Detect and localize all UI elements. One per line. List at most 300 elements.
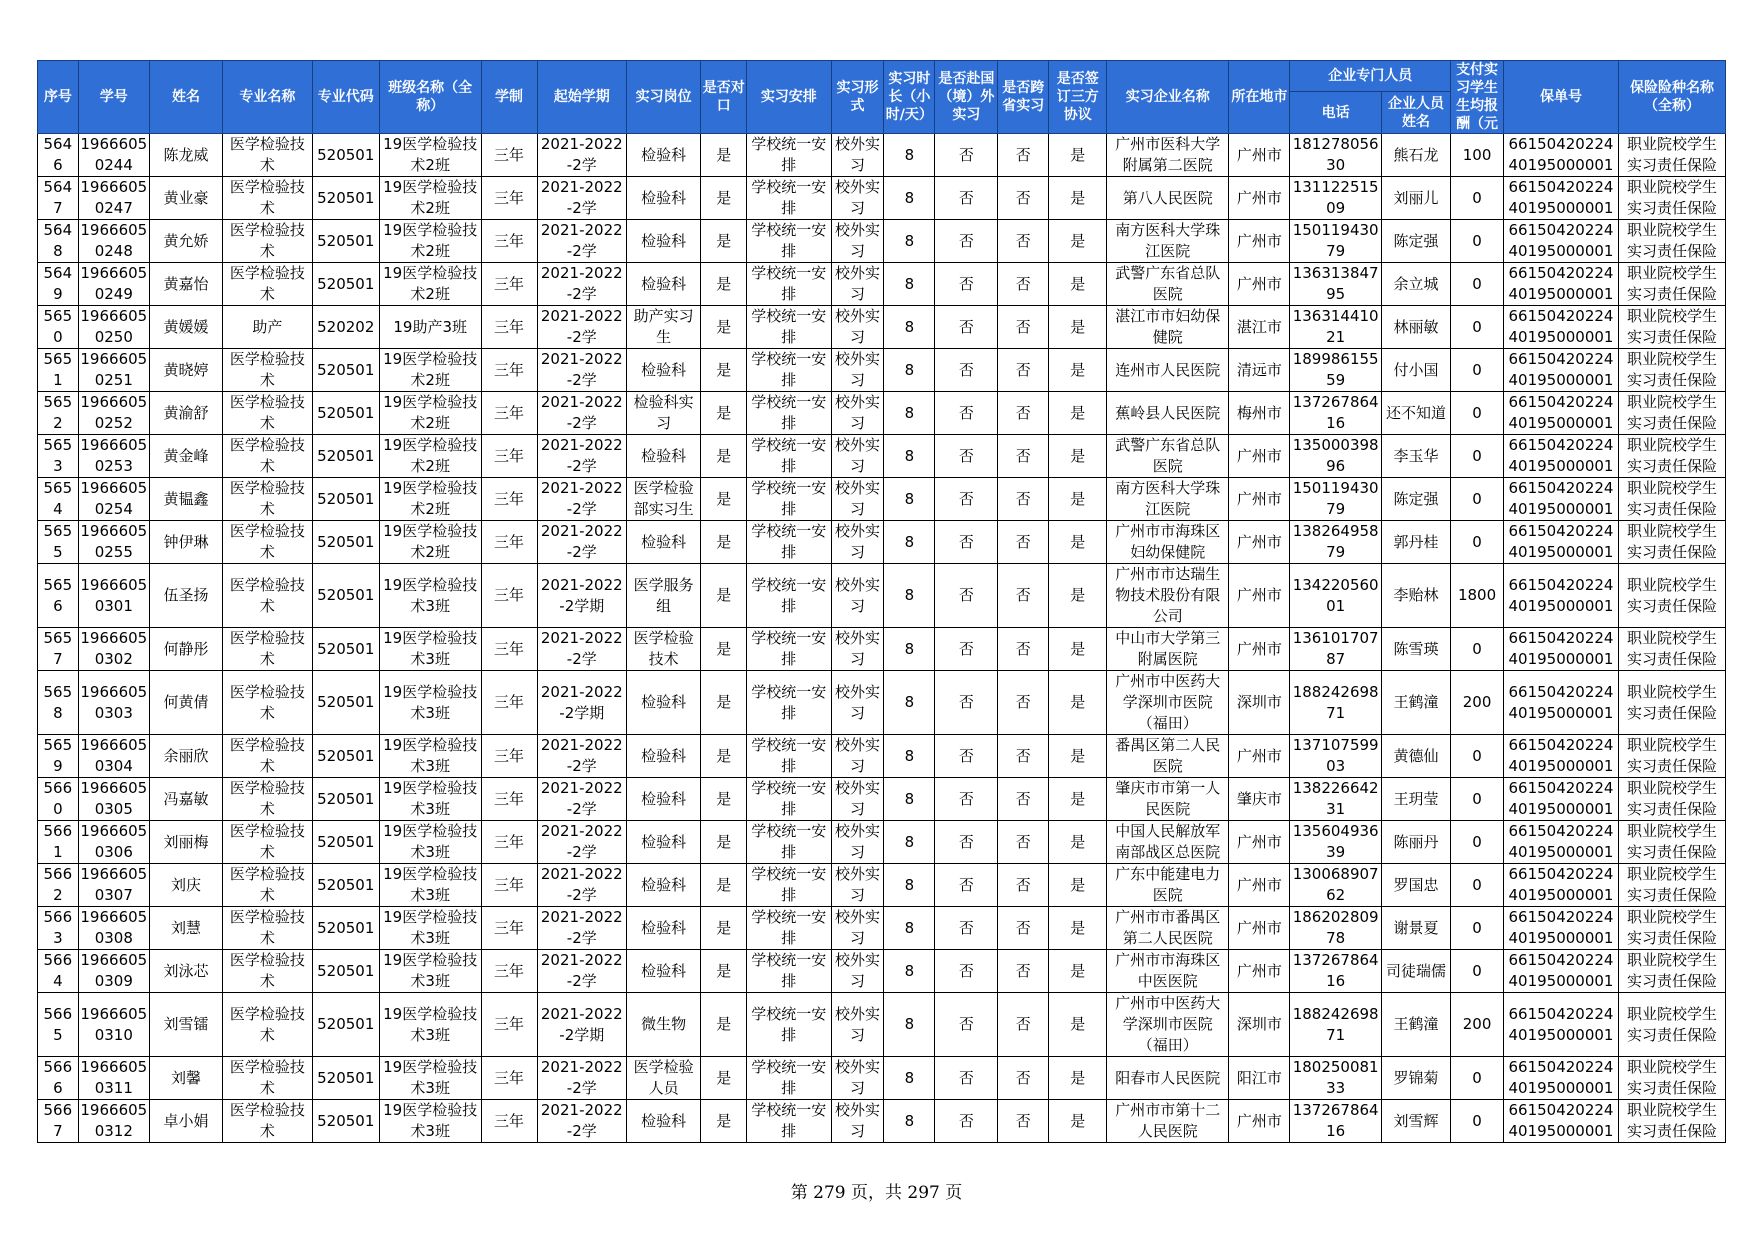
- cell-cross-province: [998, 778, 1049, 821]
- cell-arrangement: [747, 864, 831, 907]
- cell-seq: [38, 1057, 79, 1100]
- cell-city: [1229, 521, 1290, 564]
- cell-major: [223, 1100, 313, 1143]
- cell-post: [627, 564, 701, 628]
- cell-arrangement: [747, 177, 831, 220]
- cell-form-text: 校外实习: [834, 350, 880, 389]
- cell-major: [223, 993, 313, 1057]
- cell-class-name: [379, 177, 481, 220]
- cell-matched-text: 是: [716, 446, 732, 465]
- cell-pay: [1451, 628, 1504, 671]
- cell-major-code: [312, 671, 379, 735]
- cell-policy-text: 6615042022440195000001: [1508, 479, 1614, 518]
- cell-student-id: [78, 628, 149, 671]
- cell-student-id-text: 19666050301: [80, 575, 148, 615]
- cell-hours: [884, 521, 935, 564]
- cell-student-id-text: 19666050307: [80, 865, 148, 904]
- cell-tripartite: [1049, 671, 1107, 735]
- cell-abroad: [935, 864, 998, 907]
- cell-cross-province: [998, 671, 1049, 735]
- cell-form: [831, 1100, 884, 1143]
- cell-tripartite-text: 是: [1070, 832, 1086, 851]
- header-student-id: 学号: [78, 61, 149, 134]
- cell-seq-text: 5664: [43, 951, 73, 990]
- cell-arrangement: [747, 735, 831, 778]
- cell-major-code: [312, 349, 379, 392]
- cell-name: [149, 134, 222, 177]
- cell-name: [149, 778, 222, 821]
- cell-tripartite: [1049, 478, 1107, 521]
- cell-policy-text: 6615042022440195000001: [1508, 135, 1614, 174]
- cell-staff-name-text: 还不知道: [1386, 403, 1447, 422]
- cell-insurance-text: 职业院校学生实习责任保险: [1626, 575, 1717, 615]
- header-seq: 序号: [38, 61, 79, 134]
- cell-policy: [1504, 177, 1619, 220]
- cell-major-text: 医学检验技术: [229, 822, 305, 861]
- cell-tripartite: [1049, 220, 1107, 263]
- cell-abroad-text: 否: [958, 360, 974, 379]
- cell-company-text: 广州市市海珠区妇幼保健院: [1115, 522, 1221, 561]
- cell-arrangement: [747, 821, 831, 864]
- cell-start-term: [537, 993, 627, 1057]
- cell-tripartite-text: 是: [1070, 360, 1086, 379]
- cell-start-term-text: 2021-2022-2学: [540, 779, 623, 818]
- cell-cross-province-text: 否: [1015, 403, 1031, 422]
- cell-hours-text: 8: [904, 693, 915, 711]
- cell-cross-province-text: 否: [1015, 875, 1031, 894]
- cell-insurance-text: 职业院校学生实习责任保险: [1626, 1058, 1717, 1097]
- cell-arrangement: [747, 478, 831, 521]
- cell-matched: [701, 993, 747, 1057]
- cell-name-text: 刘庆: [171, 875, 202, 894]
- cell-form-text: 校外实习: [834, 1004, 880, 1044]
- cell-name-text: 何静彤: [163, 639, 209, 658]
- cell-major-code: [312, 864, 379, 907]
- cell-class-name: [379, 134, 481, 177]
- cell-student-id-text: 19666050308: [80, 908, 148, 947]
- cell-form: [831, 177, 884, 220]
- cell-policy: [1504, 134, 1619, 177]
- cell-staff-name: [1381, 392, 1450, 435]
- internship-roster-sheet: [37, 60, 1726, 1143]
- cell-arrangement-text: 学校统一安排: [751, 575, 827, 615]
- cell-post: [627, 349, 701, 392]
- cell-class-name: [379, 628, 481, 671]
- cell-major-text: 医学检验技术: [229, 865, 305, 904]
- cell-seq-text: 5650: [43, 307, 73, 346]
- cell-insurance-text: 职业院校学生实习责任保险: [1626, 779, 1717, 818]
- cell-abroad: [935, 628, 998, 671]
- cell-cross-province: [998, 478, 1049, 521]
- cell-duration: [481, 177, 537, 220]
- cell-start-term-text: 2021-2022-2学: [540, 221, 623, 260]
- cell-cross-province: [998, 306, 1049, 349]
- cell-cross-province: [998, 907, 1049, 950]
- cell-start-term-text: 2021-2022-2学: [540, 135, 623, 174]
- cell-seq-text: 5667: [43, 1101, 73, 1140]
- cell-phone: [1290, 1057, 1382, 1100]
- cell-policy-text: 6615042022440195000001: [1508, 350, 1614, 389]
- cell-insurance-text: 职业院校学生实习责任保险: [1626, 865, 1717, 904]
- cell-insurance: [1618, 778, 1725, 821]
- cell-staff-name-text: 付小国: [1393, 360, 1439, 379]
- cell-hours-text: 8: [904, 489, 915, 508]
- cell-abroad-text: 否: [958, 274, 974, 293]
- cell-phone: [1290, 435, 1382, 478]
- cell-form: [831, 778, 884, 821]
- cell-tripartite: [1049, 628, 1107, 671]
- cell-insurance: [1618, 821, 1725, 864]
- cell-form-text: 校外实习: [834, 575, 880, 615]
- cell-abroad-text: 否: [958, 832, 974, 851]
- cell-insurance: [1618, 907, 1725, 950]
- cell-hours-text: 8: [904, 789, 915, 808]
- cell-matched-text: 是: [716, 693, 732, 711]
- cell-phone: [1290, 564, 1382, 628]
- cell-abroad-text: 否: [958, 1015, 974, 1033]
- cell-abroad: [935, 521, 998, 564]
- cell-class-name: [379, 263, 481, 306]
- cell-company-text: 肇庆市市第一人民医院: [1115, 779, 1221, 818]
- cell-staff-name: [1381, 821, 1450, 864]
- cell-post: [627, 478, 701, 521]
- cell-start-term-text: 2021-2022-2学: [540, 350, 623, 389]
- cell-abroad: [935, 1057, 998, 1100]
- cell-staff-name: [1381, 778, 1450, 821]
- cell-pay: [1451, 177, 1504, 220]
- cell-cross-province: [998, 564, 1049, 628]
- header-start-term: 起始学期: [537, 61, 627, 134]
- cell-staff-name: [1381, 349, 1450, 392]
- cell-seq: [38, 220, 79, 263]
- cell-company: [1107, 478, 1229, 521]
- cell-staff-name-text: 陈雪瑛: [1393, 639, 1439, 658]
- cell-name: [149, 564, 222, 628]
- cell-policy: [1504, 778, 1619, 821]
- cell-insurance-text: 职业院校学生实习责任保险: [1626, 436, 1717, 475]
- cell-name-text: 刘丽梅: [163, 832, 209, 851]
- cell-start-term-text: 2021-2022-2学: [540, 522, 623, 561]
- cell-major-text: 医学检验技术: [229, 1101, 305, 1140]
- cell-abroad: [935, 263, 998, 306]
- cell-company-text: 南方医科大学珠江医院: [1115, 479, 1221, 518]
- cell-tripartite: [1049, 564, 1107, 628]
- cell-abroad: [935, 478, 998, 521]
- cell-staff-name-text: 王鹤潼: [1393, 1015, 1439, 1033]
- cell-staff-name: [1381, 306, 1450, 349]
- cell-duration-text: 三年: [494, 446, 525, 465]
- cell-policy: [1504, 263, 1619, 306]
- cell-tripartite-text: 是: [1070, 789, 1086, 808]
- cell-hours: [884, 821, 935, 864]
- cell-tripartite-text: 是: [1070, 693, 1086, 711]
- cell-class-name-text: 19医学检验技术3班: [383, 1004, 478, 1044]
- cell-abroad-text: 否: [958, 403, 974, 422]
- cell-cross-province: [998, 134, 1049, 177]
- cell-major-text: 医学检验技术: [229, 682, 305, 722]
- cell-arrangement: [747, 521, 831, 564]
- cell-policy: [1504, 628, 1619, 671]
- cell-matched-text: 是: [716, 188, 732, 207]
- header-name: 姓名: [149, 61, 222, 134]
- cell-pay-text: 0: [1472, 918, 1482, 937]
- cell-form-text: 校外实习: [834, 307, 880, 346]
- cell-policy: [1504, 907, 1619, 950]
- cell-policy: [1504, 392, 1619, 435]
- cell-policy-text: 6615042022440195000001: [1508, 1058, 1614, 1097]
- cell-company-text: 第八人民医院: [1122, 188, 1213, 207]
- cell-tripartite-text: 是: [1070, 403, 1086, 422]
- cell-post-text: 检验科: [641, 446, 687, 465]
- cell-student-id-text: 19666050310: [80, 1004, 148, 1044]
- cell-insurance-text: 职业院校学生实习责任保险: [1626, 908, 1717, 947]
- table-row: [38, 778, 1726, 821]
- cell-city: [1229, 306, 1290, 349]
- cell-company: [1107, 349, 1229, 392]
- cell-city: [1229, 778, 1290, 821]
- cell-class-name-text: 19医学检验技术2班: [383, 264, 478, 303]
- header-pay: 支付实习学生生均报酬（元: [1451, 61, 1504, 134]
- cell-start-term-text: 2021-2022-2学期: [540, 1004, 623, 1044]
- cell-student-id: [78, 306, 149, 349]
- cell-city-text: 广州市: [1236, 639, 1282, 658]
- cell-form: [831, 821, 884, 864]
- cell-matched: [701, 220, 747, 263]
- cell-start-term: [537, 671, 627, 735]
- header-insurance: 保险险种名称（全称）: [1618, 61, 1725, 134]
- cell-duration: [481, 349, 537, 392]
- cell-post: [627, 435, 701, 478]
- cell-cross-province: [998, 1057, 1049, 1100]
- cell-staff-name-text: 熊石龙: [1393, 145, 1439, 164]
- cell-hours-text: 8: [904, 188, 915, 207]
- cell-name: [149, 864, 222, 907]
- cell-major: [223, 263, 313, 306]
- cell-post-text: 检验科: [641, 693, 687, 711]
- cell-matched: [701, 735, 747, 778]
- cell-name-text: 卓小娟: [163, 1111, 209, 1130]
- cell-insurance: [1618, 1100, 1725, 1143]
- cell-start-term-text: 2021-2022-2学: [540, 436, 623, 475]
- cell-company-text: 广州市市海珠区中医医院: [1115, 951, 1221, 990]
- cell-pay: [1451, 950, 1504, 993]
- cell-phone-text: 18824269871: [1292, 1004, 1379, 1044]
- cell-insurance-text: 职业院校学生实习责任保险: [1626, 479, 1717, 518]
- cell-tripartite-text: 是: [1070, 746, 1086, 765]
- cell-student-id: [78, 950, 149, 993]
- cell-name: [149, 435, 222, 478]
- cell-hours: [884, 177, 935, 220]
- header-matched: 是否对口: [701, 61, 747, 134]
- cell-arrangement: [747, 1057, 831, 1100]
- cell-name: [149, 907, 222, 950]
- cell-matched-text: 是: [716, 789, 732, 808]
- cell-hours: [884, 478, 935, 521]
- cell-start-term: [537, 907, 627, 950]
- cell-staff-name: [1381, 950, 1450, 993]
- cell-city: [1229, 392, 1290, 435]
- cell-company-text: 广州市市达瑞生物技术股份有限公司: [1115, 565, 1221, 625]
- cell-company: [1107, 1057, 1229, 1100]
- cell-arrangement-text: 学校统一安排: [751, 393, 827, 432]
- cell-seq-text: 5653: [43, 436, 73, 475]
- cell-major-code: [312, 735, 379, 778]
- cell-major-code-text: 520501: [317, 586, 375, 604]
- cell-cross-province: [998, 821, 1049, 864]
- cell-seq-text: 5649: [43, 264, 73, 303]
- cell-major-code-text: 520501: [317, 532, 375, 551]
- cell-abroad: [935, 735, 998, 778]
- cell-major-code-text: 520501: [317, 746, 375, 765]
- cell-staff-name-text: 余立城: [1393, 274, 1439, 293]
- cell-city: [1229, 628, 1290, 671]
- cell-start-term: [537, 864, 627, 907]
- cell-abroad: [935, 778, 998, 821]
- cell-student-id-text: 19666050304: [80, 736, 148, 775]
- cell-insurance-text: 职业院校学生实习责任保险: [1626, 629, 1717, 668]
- cell-insurance: [1618, 628, 1725, 671]
- cell-major: [223, 1057, 313, 1100]
- cell-major-text: 医学检验技术: [229, 393, 305, 432]
- cell-cross-province-text: 否: [1015, 918, 1031, 937]
- cell-name: [149, 177, 222, 220]
- cell-pay: [1451, 220, 1504, 263]
- cell-arrangement: [747, 778, 831, 821]
- cell-start-term: [537, 392, 627, 435]
- cell-form-text: 校外实习: [834, 264, 880, 303]
- cell-post-text: 检验科: [641, 360, 687, 379]
- cell-abroad: [935, 1100, 998, 1143]
- cell-student-id: [78, 778, 149, 821]
- cell-arrangement-text: 学校统一安排: [751, 436, 827, 475]
- cell-company: [1107, 435, 1229, 478]
- cell-matched: [701, 478, 747, 521]
- cell-form-text: 校外实习: [834, 1058, 880, 1097]
- cell-city: [1229, 735, 1290, 778]
- cell-company: [1107, 628, 1229, 671]
- header-staff-name: 企业人员姓名: [1381, 92, 1450, 134]
- cell-arrangement: [747, 134, 831, 177]
- cell-policy-text: 6615042022440195000001: [1508, 736, 1614, 775]
- cell-student-id-text: 19666050247: [80, 178, 148, 217]
- cell-tripartite-text: 是: [1070, 961, 1086, 980]
- cell-duration: [481, 435, 537, 478]
- cell-pay-text: 0: [1472, 403, 1482, 422]
- cell-post-text: 医学检验人员: [633, 1058, 694, 1097]
- cell-name-text: 伍圣扬: [163, 586, 209, 604]
- cell-post-text: 检验科: [641, 918, 687, 937]
- cell-matched-text: 是: [716, 231, 732, 250]
- cell-abroad-text: 否: [958, 746, 974, 765]
- cell-abroad-text: 否: [958, 188, 974, 207]
- cell-class-name-text: 19医学检验技术2班: [383, 350, 478, 389]
- cell-hours-text: 8: [904, 918, 915, 937]
- cell-major: [223, 392, 313, 435]
- cell-duration: [481, 950, 537, 993]
- cell-class-name: [379, 392, 481, 435]
- cell-major-code-text: 520501: [317, 875, 375, 894]
- table-row: [38, 478, 1726, 521]
- cell-seq: [38, 628, 79, 671]
- cell-hours: [884, 864, 935, 907]
- cell-cross-province-text: 否: [1015, 1111, 1031, 1130]
- cell-hours-text: 8: [904, 1068, 915, 1087]
- cell-hours: [884, 1100, 935, 1143]
- cell-arrangement-text: 学校统一安排: [751, 522, 827, 561]
- cell-insurance-text: 职业院校学生实习责任保险: [1626, 178, 1717, 217]
- header-tripartite: 是否签订三方协议: [1049, 61, 1107, 134]
- cell-duration: [481, 478, 537, 521]
- cell-matched-text: 是: [716, 639, 732, 658]
- cell-hours-text: 8: [904, 746, 915, 765]
- cell-tripartite: [1049, 864, 1107, 907]
- cell-seq-text: 5663: [43, 908, 73, 947]
- cell-abroad: [935, 671, 998, 735]
- cell-pay: [1451, 435, 1504, 478]
- cell-company: [1107, 993, 1229, 1057]
- cell-hours: [884, 1057, 935, 1100]
- cell-name-text: 黄允娇: [163, 231, 209, 250]
- cell-form: [831, 735, 884, 778]
- cell-student-id-text: 19666050253: [80, 436, 148, 475]
- cell-staff-name-text: 李贻林: [1393, 586, 1439, 604]
- table-row: [38, 564, 1726, 628]
- cell-student-id: [78, 263, 149, 306]
- cell-duration: [481, 907, 537, 950]
- cell-tripartite-text: 是: [1070, 446, 1086, 465]
- cell-arrangement-text: 学校统一安排: [751, 629, 827, 668]
- cell-company-text: 广州市市番禺区第二人民医院: [1115, 908, 1221, 947]
- cell-tripartite: [1049, 392, 1107, 435]
- cell-post-text: 检验科: [641, 145, 687, 164]
- cell-seq: [38, 907, 79, 950]
- cell-class-name-text: 19医学检验技术3班: [383, 575, 478, 615]
- cell-student-id: [78, 349, 149, 392]
- cell-major-code-text: 520501: [317, 360, 375, 379]
- cell-duration: [481, 993, 537, 1057]
- cell-company: [1107, 177, 1229, 220]
- cell-policy: [1504, 220, 1619, 263]
- cell-policy-text: 6615042022440195000001: [1508, 522, 1614, 561]
- header-company: 实习企业名称: [1107, 61, 1229, 134]
- cell-name-text: 余丽欣: [163, 746, 209, 765]
- cell-form: [831, 435, 884, 478]
- cell-abroad-text: 否: [958, 875, 974, 894]
- cell-tripartite: [1049, 950, 1107, 993]
- cell-student-id-text: 19666050303: [80, 682, 148, 722]
- cell-pay: [1451, 306, 1504, 349]
- cell-company-text: 湛江市市妇幼保健院: [1115, 307, 1221, 346]
- cell-pay: [1451, 993, 1504, 1057]
- cell-phone: [1290, 306, 1382, 349]
- cell-matched-text: 是: [716, 1111, 732, 1130]
- cell-pay-text: 0: [1472, 317, 1482, 336]
- cell-start-term: [537, 220, 627, 263]
- cell-name-text: 黄渝舒: [163, 403, 209, 422]
- cell-major-code: [312, 521, 379, 564]
- cell-pay-text: 200: [1462, 693, 1492, 711]
- cell-post-text: 检验科: [641, 832, 687, 851]
- cell-policy: [1504, 735, 1619, 778]
- cell-policy-text: 6615042022440195000001: [1508, 779, 1614, 818]
- cell-major-code-text: 520501: [317, 489, 375, 508]
- cell-tripartite: [1049, 993, 1107, 1057]
- cell-major-code-text: 520501: [317, 918, 375, 937]
- table-row: [38, 1057, 1726, 1100]
- cell-cross-province: [998, 177, 1049, 220]
- cell-hours: [884, 993, 935, 1057]
- cell-abroad: [935, 821, 998, 864]
